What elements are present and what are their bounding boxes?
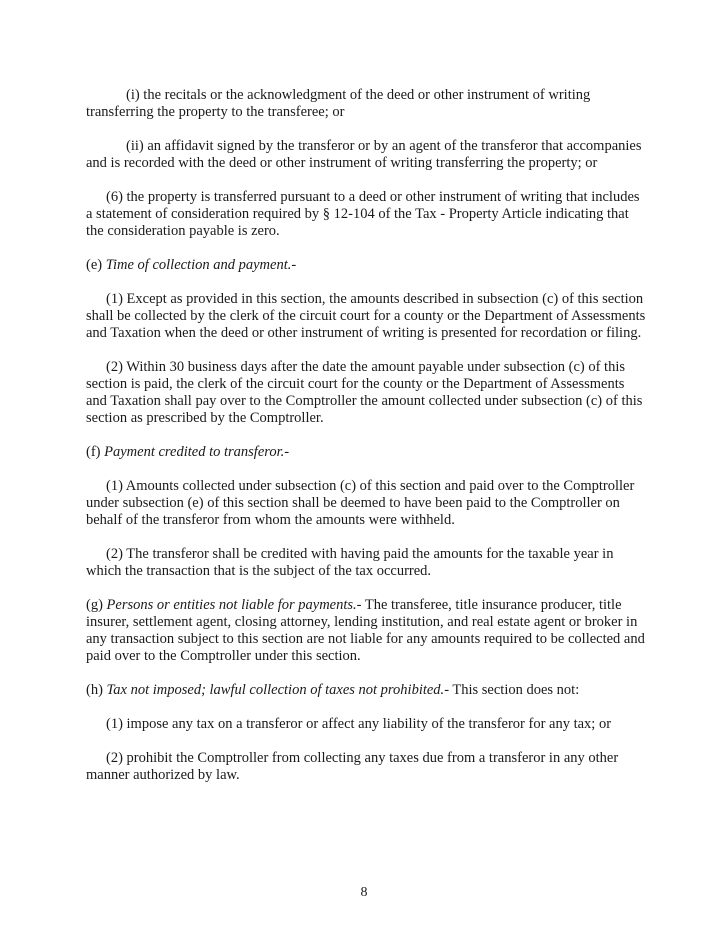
paragraph-f1: (1) Amounts collected under subsection (c) of this section and paid over to the Comptroller under subsection (e) of this section shall be deemed to have been paid to the Comptroller on behalf of the transferor from whom the amounts were withheld. [86, 478, 635, 528]
section-f-dash: - [284, 444, 290, 460]
paragraph-ii-affidavit: (ii) an affidavit signed by the transferor or by an agent of the transferor that accompanies and is recorded with the deed or other instrument of writing transferring the property; or [86, 138, 642, 171]
paragraph-f2: (2) The transferor shall be credited with having paid the amounts for the taxable year in which the transaction that is the subject of the tax occurred. [86, 546, 614, 579]
section-h-label: (h) [86, 682, 107, 698]
section-e-dash: - [291, 257, 297, 273]
section-h-body: - This section does not: [444, 682, 580, 698]
paragraph-h1: (1) impose any tax on a transferor or affect any liability of the transferor for any tax; or [106, 716, 612, 732]
section-e-title: Time of collection and payment. [105, 257, 292, 273]
section-h-paragraph [86, 682, 648, 699]
paragraph-h2: (2) prohibit the Comptroller from collecting any taxes due from a transferor in any other manner authorized by law. [86, 750, 619, 783]
page-number: 8 [360, 885, 368, 900]
paragraph-e1: (1) Except as provided in this section, the amounts described in subsection (c) of this section shall be collected by the clerk of the circuit court for a county or the Department of Assessments and Taxation when the deed or other instrument of writing is presented for recordation or filing. [86, 291, 646, 341]
section-f-label: (f) [86, 444, 105, 460]
section-e-heading [86, 257, 648, 274]
section-h-title: Tax not imposed; lawful collection of taxes not prohibited. [106, 682, 445, 698]
paragraph-e2: (2) Within 30 business days after the date the amount payable under subsection (c) of this section is paid, the clerk of the circuit court for the county or the Department of Assessments and Taxation shall pay over to the Comptroller the amount collected under subsection (c) of this section as prescribed by the Comptroller. [86, 359, 643, 426]
section-f-title: Payment credited to transferor. [104, 444, 285, 460]
section-e-label: (e) [86, 257, 106, 273]
paragraph-6-zero-consideration: (6) the property is transferred pursuant to a deed or other instrument of writing that includes a statement of consideration required by § 12-104 of the Tax - Property Article indicating that the consideration payable is zero. [86, 189, 640, 239]
section-g-body: - The transferee, title insurance producer, title insurer, settlement agent, closing attorney, lending institution, and real estate agent or broker in any transaction subject to this section are not liable for any amounts required to be collected and paid over to the Comptroller under this section. [86, 597, 645, 664]
document-page [86, 87, 648, 801]
paragraph-i-recitals: (i) the recitals or the acknowledgment of the deed or other instrument of writing transferring the property to the transferee; or [86, 87, 591, 120]
section-g-label: (g) [86, 597, 107, 613]
section-g-paragraph [86, 597, 648, 665]
section-f-heading [86, 444, 648, 461]
section-g-title: Persons or entities not liable for payments. [106, 597, 357, 613]
